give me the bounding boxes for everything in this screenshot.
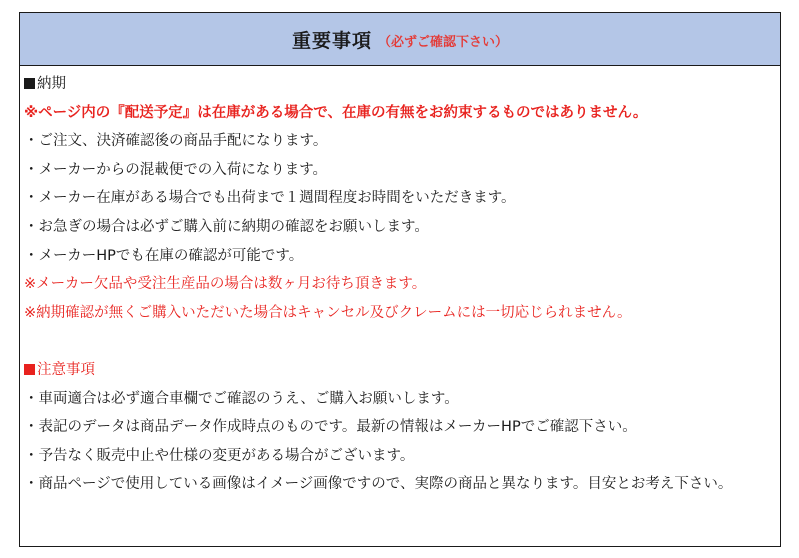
delivery-note: ※メーカー欠品や受注生産品の場合は数ヶ月お待ち頂きます。 xyxy=(24,276,427,293)
notice-content xyxy=(20,66,780,499)
caution-item: ・車両適合は必ず適合車欄でご確認のうえ、ご購入お願いします。 xyxy=(24,390,459,407)
delivery-item: ・メーカーHPでも在庫の確認が可能です。 xyxy=(24,247,304,264)
caution-item: ・予告なく販売中止や仕様の変更がある場合がございます。 xyxy=(24,447,415,464)
spacer xyxy=(24,327,780,356)
important-notice-box xyxy=(19,12,781,547)
notice-header xyxy=(20,13,780,66)
notice-title-note: （必ずご確認下さい） xyxy=(378,35,509,50)
square-bullet-icon xyxy=(24,364,35,375)
delivery-note: ※納期確認が無くご購入いただいた場合はキャンセル及びクレームには一切応じられません。 xyxy=(24,304,632,321)
delivery-item: ・メーカーからの混載便での入荷になります。 xyxy=(24,161,328,178)
caution-heading: 注意事項 xyxy=(24,356,780,385)
square-bullet-icon xyxy=(24,78,35,89)
caution-item: ・表記のデータは商品データ作成時点のものです。最新の情報はメーカーHPでご確認下さい。 xyxy=(24,419,637,436)
notice-title: 重要事項 xyxy=(291,29,372,52)
delivery-heading: 納期 xyxy=(24,70,780,99)
delivery-warning: ※ページ内の『配送予定』は在庫がある場合で、在庫の有無をお約束するものではありません。 xyxy=(24,104,648,121)
delivery-item: ・ご注文、決済確認後の商品手配になります。 xyxy=(24,133,328,150)
delivery-item: ・メーカー在庫がある場合でも出荷まで１週間程度お時間をいただきます。 xyxy=(24,190,516,207)
delivery-item: ・お急ぎの場合は必ずご購入前に納期の確認をお願いします。 xyxy=(24,218,429,235)
caution-item: ・商品ページで使用している画像はイメージ画像ですので、実際の商品と異なります。目安とお考え下さい。 xyxy=(24,476,733,493)
